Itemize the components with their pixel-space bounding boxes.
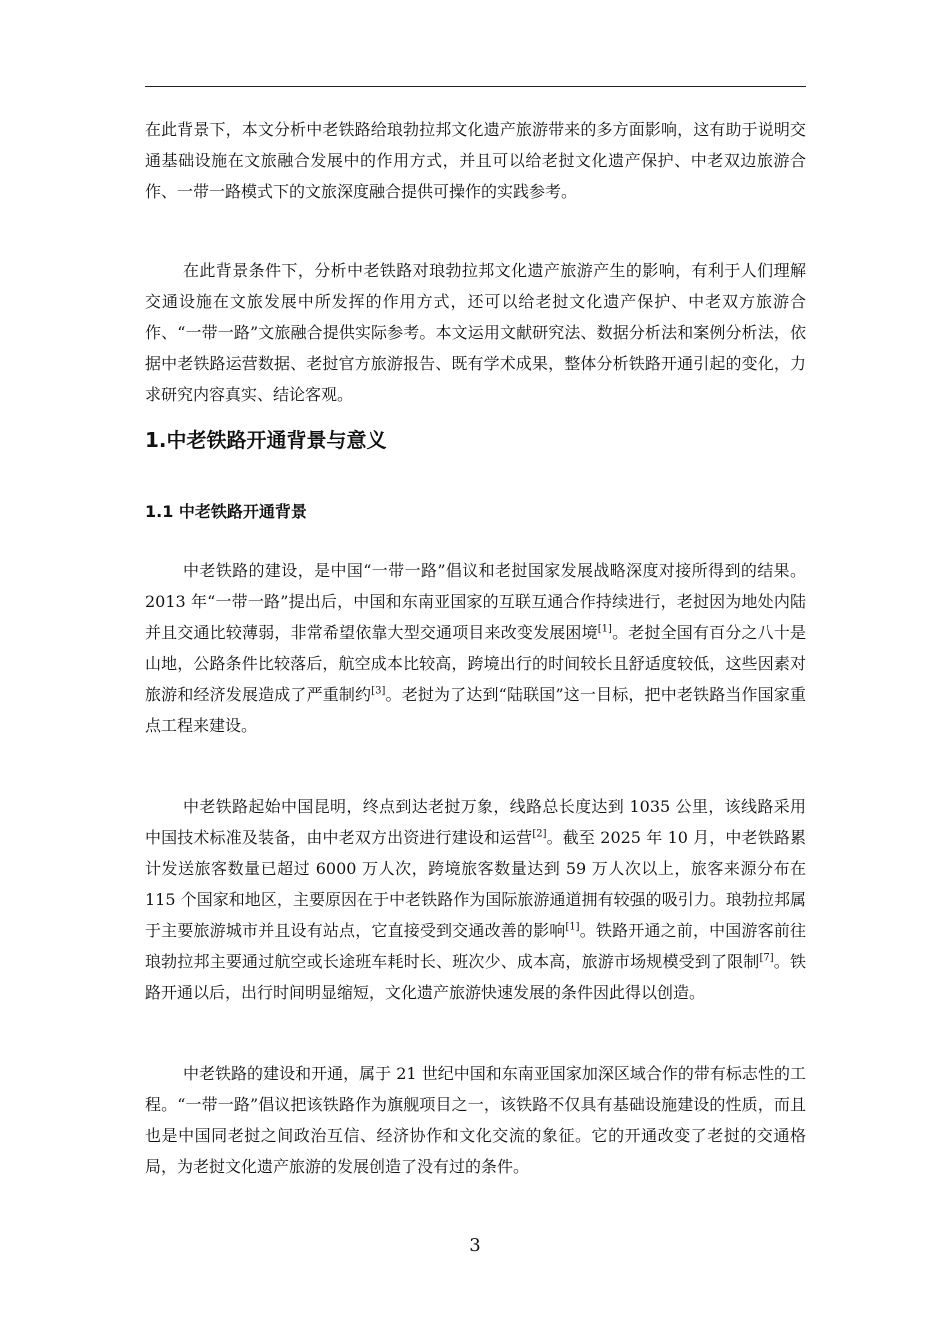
text-run: 。老挝全国有百分之八十是山地，公路条件比较落后，航空成本比较高，跨境出行的时间较长且舒适度较低，这些因素对旅游和经济发展造成了严重制约	[145, 623, 806, 704]
citation: [3]	[371, 685, 386, 697]
page-number: 3	[469, 1235, 481, 1256]
paragraph-intro-2: 在此背景条件下，分析中老铁路对琅勃拉邦文化遗产旅游产生的影响，有利于人们理解交通设施在文旅发展中所发挥的作用方式，还可以给老挝文化遗产保护、中老双方旅游合作、“一带一路”文旅融合提供实际参考。本文运用文献研究法、数据分析法和案例分析法，依据中老铁路运营数据、老挝官方旅游报告、既有学术成果，整体分析铁路开通引起的变化，力求研究内容真实、结论客观。	[145, 261, 806, 404]
citation: [1]	[597, 623, 612, 635]
citation: [1]	[565, 921, 580, 933]
text-run: 中老铁路的建设，是中国“一带一路”倡议和老挝国家发展战略深度对接所得到的结果。2013 年“一带一路”提出后，中国和东南亚国家的互联互通合作持续进行，老挝因为地处内陆并且交通比较薄弱，非常希望依靠大型交通项目来改变发展困境	[145, 561, 806, 642]
paragraph-background-1	[145, 555, 806, 741]
paragraph-background-2	[145, 791, 806, 1008]
subsection-heading: 1.1 中老铁路开通背景	[145, 502, 307, 521]
text-run: 。铁路开通之前，中国游客前往琅勃拉邦主要通过航空或长途班车耗时长、班次少、成本高，旅游市场规模受到了限制	[145, 921, 806, 971]
section-heading: 1.中老铁路开通背景与意义	[145, 428, 387, 452]
paragraph-intro-1: 在此背景下，本文分析中老铁路给琅勃拉邦文化遗产旅游带来的多方面影响，这有助于说明交通基础设施在文旅融合发展中的作用方式，并且可以给老挝文化遗产保护、中老双边旅游合作、一带一路模式下的文旅深度融合提供可操作的实践参考。	[145, 120, 806, 201]
text-run: 。铁路开通以后，出行时间明显缩短，文化遗产旅游快速发展的条件因此得以创造。	[145, 952, 806, 1002]
header-rule	[145, 86, 806, 87]
text-run: 中老铁路起始中国昆明，终点到达老挝万象，线路总长度达到 1035 公里，该线路采用中国技术标准及装备，由中老双方出资进行建设和运营	[145, 797, 806, 847]
citation: [2]	[532, 828, 547, 840]
citation: [7]	[759, 952, 774, 964]
text-run: 。老挝为了达到“陆联国”这一目标，把中老铁路当作国家重点工程来建设。	[145, 685, 806, 735]
paragraph-background-3: 中老铁路的建设和开通，属于 21 世纪中国和东南亚国家加深区域合作的带有标志性的工程。“一带一路”倡议把该铁路作为旗舰项目之一，该铁路不仅具有基础设施建设的性质，而且也是中国同老挝之间政治互信、经济协作和文化交流的象征。它的开通改变了老挝的交通格局，为老挝文化遗产旅游的发展创造了没有过的条件。	[145, 1064, 806, 1176]
text-run: 。截至 2025 年 10 月，中老铁路累计发送旅客数量已超过 6000 万人次，跨境旅客数量达到 59 万人次以上，旅客来源分布在 115 个国家和地区，主要原因在于中老铁路作为国际旅游通道拥有较强的吸引力。琅勃拉邦属于主要旅游城市并且设有站点，它直接受到交通改善的影响	[145, 828, 806, 940]
